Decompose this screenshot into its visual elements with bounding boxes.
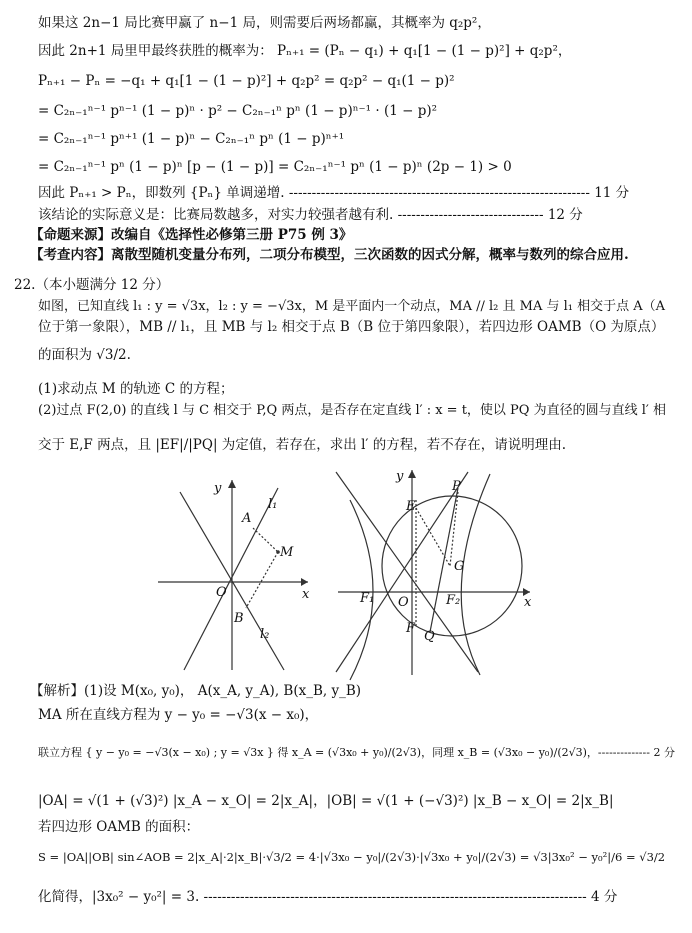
text-line-l4: = C₂ₙ₋₁ⁿ⁻¹ pⁿ⁻¹ (1 − p)ⁿ · p² − C₂ₙ₋₁ⁿ pⁿ (1 − p)ⁿ⁻¹ · (1 − p)² [38, 103, 438, 119]
fig2-g-label: G [454, 559, 465, 574]
text-line-l13: 位于第一象限），MB // l₁，且 MB 与 l₂ 相交于点 B（B 位于第四象限），若四边形 OAMB（O 为原点） [38, 319, 665, 335]
text-line-l17: 交于 E,F 两点，且 |EF|/|PQ| 为定值，若存在，求出 l′ 的方程，若不存在，请说明理由. [38, 437, 567, 453]
text-line-l6: = C₂ₙ₋₁ⁿ⁻¹ pⁿ (1 − p)ⁿ [p − (1 − p)] = C₂ₙ₋₁ⁿ⁻¹ pⁿ (1 − p)ⁿ (2p − 1) > 0 [38, 159, 512, 175]
text-line-l14: 的面积为 √3/2. [38, 347, 131, 363]
fig1-o-label: O [216, 585, 227, 600]
line-pg [450, 492, 458, 566]
fig2-f-label: F [406, 621, 416, 636]
segment-ma [253, 528, 278, 552]
fig1-l1-label: l₁ [268, 497, 278, 512]
fig2-x-label: x [524, 595, 532, 610]
text-line-l8: 该结论的实际意义是：比赛局数越多，对实力较强者越有利. -------------------------------- 12 分 [38, 207, 583, 223]
text-line-l5: = C₂ₙ₋₁ⁿ⁻¹ pⁿ⁺¹ (1 − p)ⁿ − C₂ₙ₋₁ⁿ pⁿ (1 − p)ⁿ⁺¹ [38, 131, 345, 147]
fig2-p-label: P [452, 479, 461, 494]
fig1-a-label: A [242, 511, 252, 526]
fig1-y-label: y [214, 481, 222, 496]
fig2-y-label: y [396, 469, 404, 484]
segment-mb [246, 552, 278, 608]
text-line-l2: 因此 2n+1 局里甲最终获胜的概率为： Pₙ₊₁ = (Pₙ − q₁) + q₁[1 − (1 − p)²] + q₂p²， [38, 43, 572, 59]
hyperbola-left [350, 500, 373, 680]
text-line-l15: (1)求动点 M 的轨迹 C 的方程； [38, 381, 234, 397]
text-line-l9: 【命题来源】改编自《选择性必修第三册 P75 例 3》 [30, 227, 353, 243]
text-line-l22: 若四边形 OAMB 的面积： [38, 819, 200, 835]
text-line-l24: 化简得，|3x₀² − y₀²| = 3. ------------------------------------------------------------------------------------ 4 分 [38, 889, 618, 905]
text-line-l12: 如图，已知直线 l₁ : y = √3x，l₂ : y = −√3x，M 是平面内一个动点，MA // l₂ 且 MA 与 l₁ 相交于点 A（A [38, 299, 666, 314]
fig1-x-label: x [302, 587, 310, 602]
text-line-l11: 22.（本小题满分 12 分） [14, 277, 170, 293]
fig2-o-label: O [398, 595, 409, 610]
text-line-l3: Pₙ₊₁ − Pₙ = −q₁ + q₁[1 − (1 − p)²] + q₂p² = q₂p² − q₁(1 − p)² [38, 73, 455, 89]
text-line-l19: MA 所在直线方程为 y − y₀ = −√3(x − x₀)， [38, 707, 319, 723]
figure-2 [330, 460, 560, 682]
fig2-f1-label: F₁ [360, 591, 375, 606]
fig1-b-label: B [234, 611, 244, 626]
fig1-m-label: M [280, 545, 294, 560]
fig2-q-label: Q [424, 629, 435, 644]
fig2-e-label: E [406, 499, 416, 514]
text-line-l18: 【解析】(1)设 M(x₀, y₀)， A(x_A, y_A), B(x_B, y_B) [30, 683, 362, 699]
text-line-l20: 联立方程 { y − y₀ = −√3(x − x₀) ; y = √3x } 得 x_A = (√3x₀ + y₀)/(2√3)，同理 x_B = (√3x₀ − y₀)/(2√3)，-------------- 2 分 [38, 746, 675, 759]
text-line-l16: (2)过点 F(2,0) 的直线 l 与 C 相交于 P,Q 两点，是否存在定直线 l′ : x = t，使以 PQ 为直径的圆与直线 l′ 相 [38, 403, 666, 418]
text-line-l10: 【考查内容】离散型随机变量分布列，二项分布模型，三次函数的因式分解，概率与数列的综合应用. [30, 247, 629, 263]
text-line-l1: 如果这 2n−1 局比赛甲赢了 n−1 局，则需要后两场都赢，其概率为 q₂p²， [38, 15, 491, 31]
fig2-f2-label: F₂ [446, 593, 461, 608]
fig1-l2-label: l₂ [260, 627, 270, 642]
line-eg [416, 508, 450, 566]
text-line-l23: S = |OA||OB| sin∠AOB = 2|x_A|·2|x_B|·√3/2 = 4·|√3x₀ − y₀|/(2√3)·|√3x₀ + y₀|/(2√3) = √3|3x₀² − y₀²|/6 = √3/2 [38, 850, 666, 864]
text-line-l21: |OA| = √(1 + (√3)²) |x_A − x_O| = 2|x_A|，|OB| = √(1 + (−√3)²) |x_B − x_O| = 2|x_B| [38, 793, 614, 809]
figure-1 [150, 470, 330, 680]
text-line-l7: 因此 Pₙ₊₁ > Pₙ，即数列 {Pₙ} 单调递增. ------------------------------------------------------------------ 11 分 [38, 185, 630, 201]
asymptote-2 [336, 472, 468, 672]
